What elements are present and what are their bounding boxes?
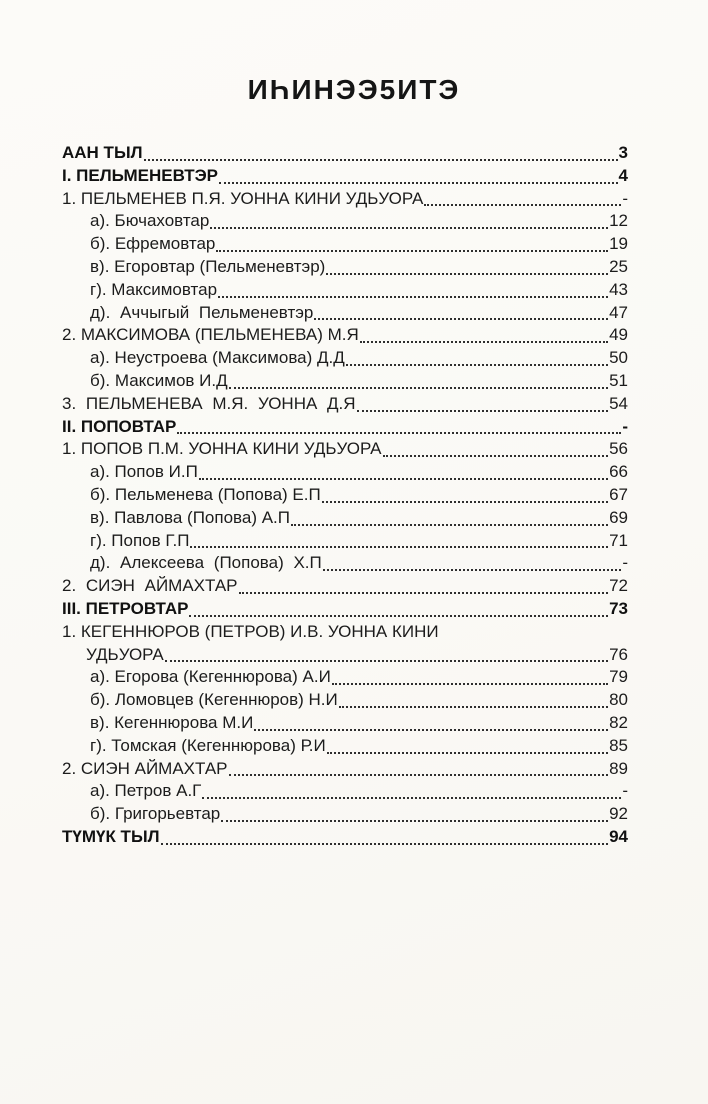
toc-entry-label: 1. ПОПОВ П.М. УОННА КИНИ УДЬУОРА bbox=[62, 439, 382, 459]
toc-entry-label: а). Егорова (Кегеннюрова) А.И bbox=[90, 667, 331, 687]
toc-entry-label: ТҮМҮК ТЫЛ bbox=[62, 826, 160, 846]
toc-entry-page: 80 bbox=[609, 690, 628, 710]
toc-entry bbox=[62, 780, 628, 803]
dot-leader bbox=[177, 432, 621, 434]
toc-entry bbox=[62, 803, 628, 826]
dot-leader bbox=[346, 364, 608, 366]
toc-entry-label: г). Максимовтар bbox=[90, 279, 218, 299]
toc-entry bbox=[62, 689, 628, 712]
toc-entry bbox=[62, 826, 628, 849]
toc-entry-page: 72 bbox=[609, 576, 628, 596]
toc-entry-label: б). Ломовцев (Кегеннюров) Н.И bbox=[90, 690, 338, 710]
toc-entry-page: - bbox=[622, 188, 628, 208]
toc-entry-label: 3. ПЕЛЬМЕНЕВА М.Я. УОННА Д.Я bbox=[62, 393, 356, 413]
toc-entry bbox=[62, 188, 628, 211]
toc-entry-label: д). Алексеева (Попова) Х.П bbox=[90, 553, 322, 573]
toc-entry-page: 12 bbox=[609, 211, 628, 231]
dot-leader bbox=[221, 820, 608, 822]
toc-entry-label: б). Григорьевтар bbox=[90, 804, 221, 824]
dot-leader bbox=[424, 204, 621, 206]
toc-entry-label: в). Кегеннюрова М.И bbox=[90, 712, 254, 732]
toc-entry-continuation bbox=[62, 644, 628, 667]
toc-entry-page: 67 bbox=[609, 484, 628, 504]
dot-leader bbox=[144, 159, 618, 161]
toc-entry-label: в). Павлова (Попова) А.П bbox=[90, 507, 290, 527]
toc-entry bbox=[62, 530, 628, 553]
dot-leader bbox=[199, 478, 608, 480]
toc-entry-label: 2. МАКСИМОВА (ПЕЛЬМЕНЕВА) М.Я bbox=[62, 325, 359, 345]
toc-entry bbox=[62, 712, 628, 735]
toc-entry bbox=[62, 256, 628, 279]
dot-leader bbox=[327, 752, 608, 754]
dot-leader bbox=[383, 455, 609, 457]
toc-entry-page: 69 bbox=[609, 507, 628, 527]
toc-entry-page: 66 bbox=[609, 462, 628, 482]
toc-entry-page: 94 bbox=[609, 826, 628, 846]
toc-entry bbox=[62, 233, 628, 256]
toc-entry bbox=[62, 142, 628, 165]
toc-entry bbox=[62, 324, 628, 347]
toc-entry bbox=[62, 666, 628, 689]
dot-leader bbox=[218, 296, 608, 298]
toc-entry-label: а). Петров А.Г bbox=[90, 781, 202, 801]
dot-leader bbox=[323, 569, 622, 571]
toc-entry-page: 54 bbox=[609, 393, 628, 413]
dot-leader bbox=[210, 227, 608, 229]
toc-entry-page: 25 bbox=[609, 256, 628, 276]
toc-entry-page: 56 bbox=[609, 439, 628, 459]
toc-entry-page: 4 bbox=[618, 165, 628, 185]
toc-entry bbox=[62, 507, 628, 530]
dot-leader bbox=[216, 250, 608, 252]
toc-entry-label: III. ПЕТРОВТАР bbox=[62, 598, 189, 618]
toc-entry-label: а). Неустроева (Максимова) Д.Д bbox=[90, 348, 345, 368]
toc-entry-label: б). Пельменева (Попова) Е.П bbox=[90, 484, 321, 504]
table-of-contents bbox=[62, 142, 628, 849]
toc-entry bbox=[62, 621, 628, 644]
toc-entry bbox=[62, 370, 628, 393]
toc-entry-page: 43 bbox=[609, 279, 628, 299]
toc-entry-label: I. ПЕЛЬМЕНЕВТЭР bbox=[62, 165, 219, 185]
toc-entry-label: г). Томская (Кегеннюрова) Р.И bbox=[90, 735, 326, 755]
dot-leader bbox=[360, 341, 608, 343]
toc-entry-label: г). Попов Г.П bbox=[90, 530, 190, 550]
toc-entry-page: 3 bbox=[618, 143, 628, 162]
toc-entry-page: 89 bbox=[609, 758, 628, 778]
dot-leader bbox=[357, 410, 609, 412]
toc-entry-page: 82 bbox=[609, 712, 628, 732]
toc-entry-label: 1. КЕГЕННЮРОВ (ПЕТРОВ) И.В. УОННА КИНИ bbox=[62, 621, 439, 641]
toc-entry bbox=[62, 575, 628, 598]
toc-entry-page: 73 bbox=[609, 598, 628, 618]
dot-leader bbox=[229, 387, 608, 389]
toc-entry bbox=[62, 347, 628, 370]
toc-entry bbox=[62, 461, 628, 484]
dot-leader bbox=[189, 615, 608, 617]
toc-entry bbox=[62, 758, 628, 781]
toc-entry-label: II. ПОПОВТАР bbox=[62, 416, 177, 436]
dot-leader bbox=[161, 843, 609, 845]
toc-entry bbox=[62, 165, 628, 188]
toc-entry-page: 49 bbox=[609, 325, 628, 345]
dot-leader bbox=[254, 729, 608, 731]
toc-entry bbox=[62, 302, 628, 325]
toc-entry bbox=[62, 598, 628, 621]
dot-leader bbox=[219, 182, 618, 184]
toc-entry bbox=[62, 552, 628, 575]
dot-leader bbox=[314, 318, 608, 320]
toc-entry-page: - bbox=[622, 781, 628, 801]
toc-entry bbox=[62, 438, 628, 461]
dot-leader bbox=[322, 501, 608, 503]
toc-entry-label: д). Аччыгый Пельменевтэр bbox=[90, 302, 314, 322]
dot-leader bbox=[326, 273, 608, 275]
toc-entry-label: 1. ПЕЛЬМЕНЕВ П.Я. УОННА КИНИ УДЬУОРА bbox=[62, 188, 424, 208]
toc-entry-page: - bbox=[622, 416, 628, 436]
toc-entry bbox=[62, 735, 628, 758]
toc-entry-page: - bbox=[622, 553, 628, 573]
toc-entry bbox=[62, 484, 628, 507]
toc-entry-label: б). Ефремовтар bbox=[90, 234, 216, 254]
dot-leader bbox=[202, 797, 621, 799]
toc-entry-page: 92 bbox=[609, 804, 628, 824]
toc-entry-page: 71 bbox=[609, 530, 628, 550]
toc-entry-page: 76 bbox=[609, 644, 628, 664]
dot-leader bbox=[339, 706, 608, 708]
dot-leader bbox=[190, 546, 608, 548]
dot-leader bbox=[239, 592, 609, 594]
toc-entry bbox=[62, 210, 628, 233]
toc-entry-page: 50 bbox=[609, 348, 628, 368]
toc-entry-label: ААН ТЫЛ bbox=[62, 143, 143, 162]
dot-leader bbox=[291, 524, 608, 526]
dot-leader bbox=[165, 660, 608, 662]
page-title: ИҺИНЭЭ5ИТЭ bbox=[247, 74, 461, 105]
toc-entry-label: а). Попов И.П bbox=[90, 462, 198, 482]
toc-entry-page: 19 bbox=[609, 234, 628, 254]
toc-entry-page: 85 bbox=[609, 735, 628, 755]
toc-entry-label: в). Егоровтар (Пельменевтэр) bbox=[90, 256, 326, 276]
toc-entry-label: а). Бючаховтар bbox=[90, 211, 210, 231]
toc-entry-label: 2. СИЭН АЙМАХТАР bbox=[62, 576, 238, 596]
toc-entry bbox=[62, 393, 628, 416]
toc-entry-page: 47 bbox=[609, 302, 628, 322]
toc-entry-label: 2. СИЭН АЙМАХТАР bbox=[62, 758, 228, 778]
toc-entry bbox=[62, 416, 628, 439]
dot-leader bbox=[332, 683, 608, 685]
toc-entry bbox=[62, 279, 628, 302]
toc-entry-page: 79 bbox=[609, 667, 628, 687]
toc-entry-page: 51 bbox=[609, 370, 628, 390]
toc-entry-label: УДЬУОРА bbox=[86, 644, 164, 664]
toc-entry-label: б). Максимов И.Д bbox=[90, 370, 228, 390]
dot-leader bbox=[229, 774, 609, 776]
